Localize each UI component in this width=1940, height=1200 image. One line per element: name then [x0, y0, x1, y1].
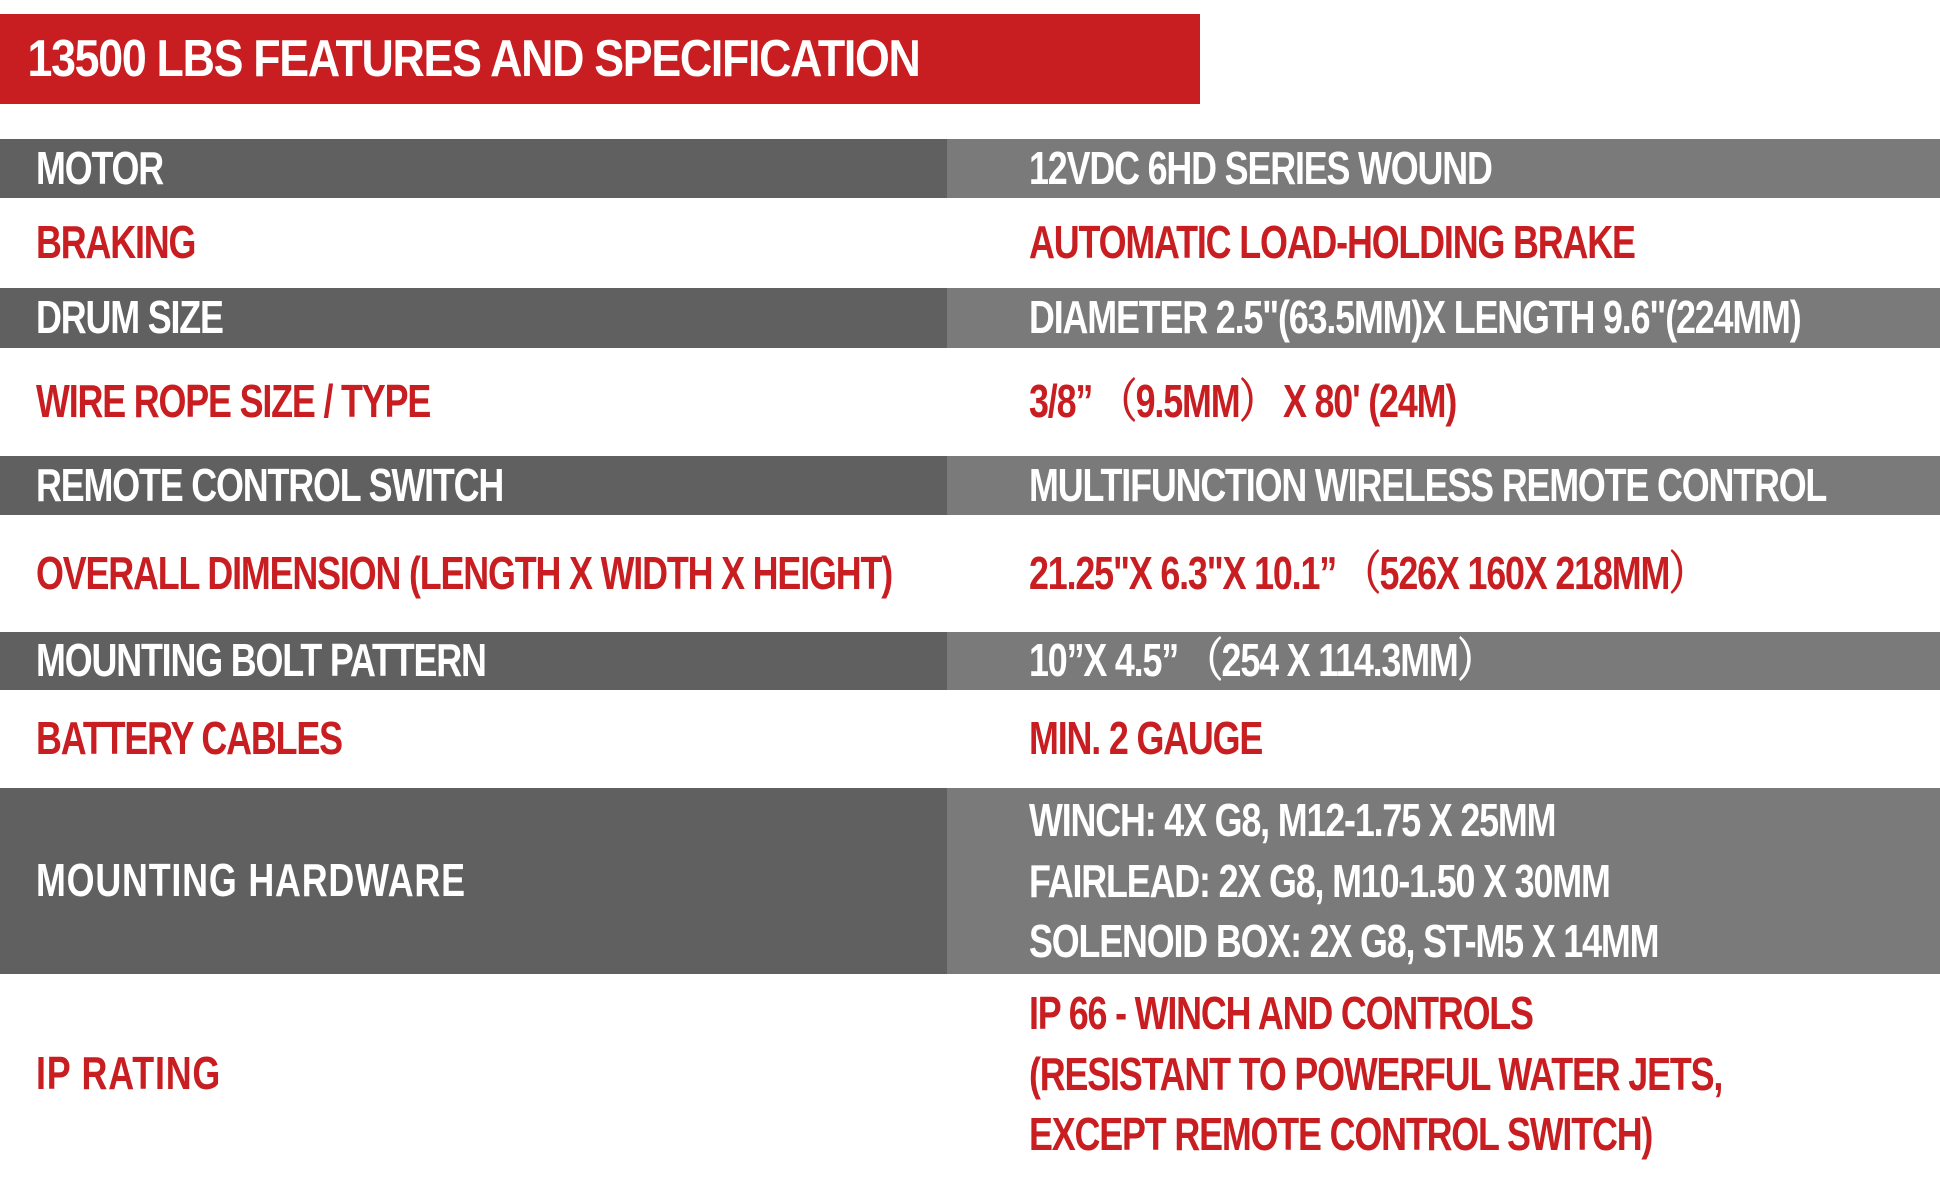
- spec-value-cell: [947, 515, 1940, 632]
- spec-value-cell: [947, 456, 1940, 515]
- spec-value-line: EXCEPT REMOTE CONTROL SWITCH): [1029, 1108, 1653, 1161]
- spec-row-battery-cables: [0, 690, 1940, 788]
- spec-label-cell: [0, 788, 947, 974]
- spec-value-cell: [947, 974, 1940, 1174]
- spec-row-braking: [0, 198, 1940, 288]
- spec-label-cell: [0, 632, 947, 690]
- spec-title-banner: [0, 14, 1200, 104]
- spec-value: MULTIFUNCTION WIRELESS REMOTE CONTROL: [1029, 458, 1827, 511]
- spec-value: AUTOMATIC LOAD-HOLDING BRAKE: [1029, 216, 1635, 269]
- spec-label: IP RATING: [36, 1047, 222, 1100]
- spec-label: REMOTE CONTROL SWITCH: [36, 458, 504, 511]
- spec-row-drum-size: [0, 288, 1940, 348]
- spec-row-ip-rating: [0, 974, 1940, 1174]
- spec-label-cell: [0, 515, 947, 632]
- spec-row-remote-control: [0, 456, 1940, 515]
- page-title: 13500 LBS FEATURES AND SPECIFICATION: [27, 30, 920, 88]
- spec-label-cell: [0, 288, 947, 348]
- spec-label-cell: [0, 690, 947, 788]
- spec-value-cell: [947, 690, 1940, 788]
- spec-label: DRUM SIZE: [36, 291, 223, 344]
- spec-label: BRAKING: [36, 216, 196, 269]
- spec-value-line: WINCH: 4X G8, M12-1.75 X 25MM: [1029, 793, 1556, 846]
- spec-label-cell: [0, 974, 947, 1174]
- spec-label: MOTOR: [36, 141, 164, 194]
- spec-value-cell: [947, 632, 1940, 690]
- spec-value: MIN. 2 GAUGE: [1029, 712, 1263, 765]
- spec-label: MOUNTING HARDWARE: [36, 854, 466, 907]
- spec-value-line: (RESISTANT TO POWERFUL WATER JETS,: [1029, 1047, 1723, 1100]
- spec-value-line: IP 66 - WINCH AND CONTROLS: [1029, 986, 1533, 1039]
- spec-label: MOUNTING BOLT PATTERN: [36, 634, 486, 687]
- spec-value-line: SOLENOID BOX: 2X G8, ST-M5 X 14MM: [1029, 915, 1659, 968]
- spec-label: WIRE ROPE SIZE / TYPE: [36, 375, 431, 428]
- spec-value: 12VDC 6HD SERIES WOUND: [1029, 141, 1492, 194]
- spec-label-cell: [0, 348, 947, 456]
- spec-row-bolt-pattern: [0, 632, 1940, 690]
- spec-label-cell: [0, 139, 947, 198]
- spec-row-overall-dimension: [0, 515, 1940, 632]
- spec-value: 21.25"X 6.3"X 10.1” （526X 160X 218MM）: [1029, 546, 1704, 599]
- spec-value-cell: [947, 348, 1940, 456]
- spec-label: OVERALL DIMENSION (LENGTH X WIDTH X HEIGHT): [36, 546, 893, 599]
- spec-value-cell: [947, 139, 1940, 198]
- spec-label-cell: [0, 198, 947, 288]
- spec-row-motor: [0, 139, 1940, 198]
- spec-value-cell: [947, 788, 1940, 974]
- spec-value: 10”X 4.5” （254 X 114.3MM）: [1029, 634, 1493, 687]
- spec-value-cell: [947, 288, 1940, 348]
- spec-label: BATTERY CABLES: [36, 712, 342, 765]
- spec-row-wire-rope: [0, 348, 1940, 456]
- spec-value: 3/8” （9.5MM） X 80' (24M): [1029, 375, 1457, 428]
- spec-label-cell: [0, 456, 947, 515]
- spec-value-cell: [947, 198, 1940, 288]
- spec-value-line: FAIRLEAD: 2X G8, M10-1.50 X 30MM: [1029, 854, 1610, 907]
- spec-value: DIAMETER 2.5"(63.5MM)X LENGTH 9.6"(224MM): [1029, 291, 1801, 344]
- spec-row-mounting-hardware: [0, 788, 1940, 974]
